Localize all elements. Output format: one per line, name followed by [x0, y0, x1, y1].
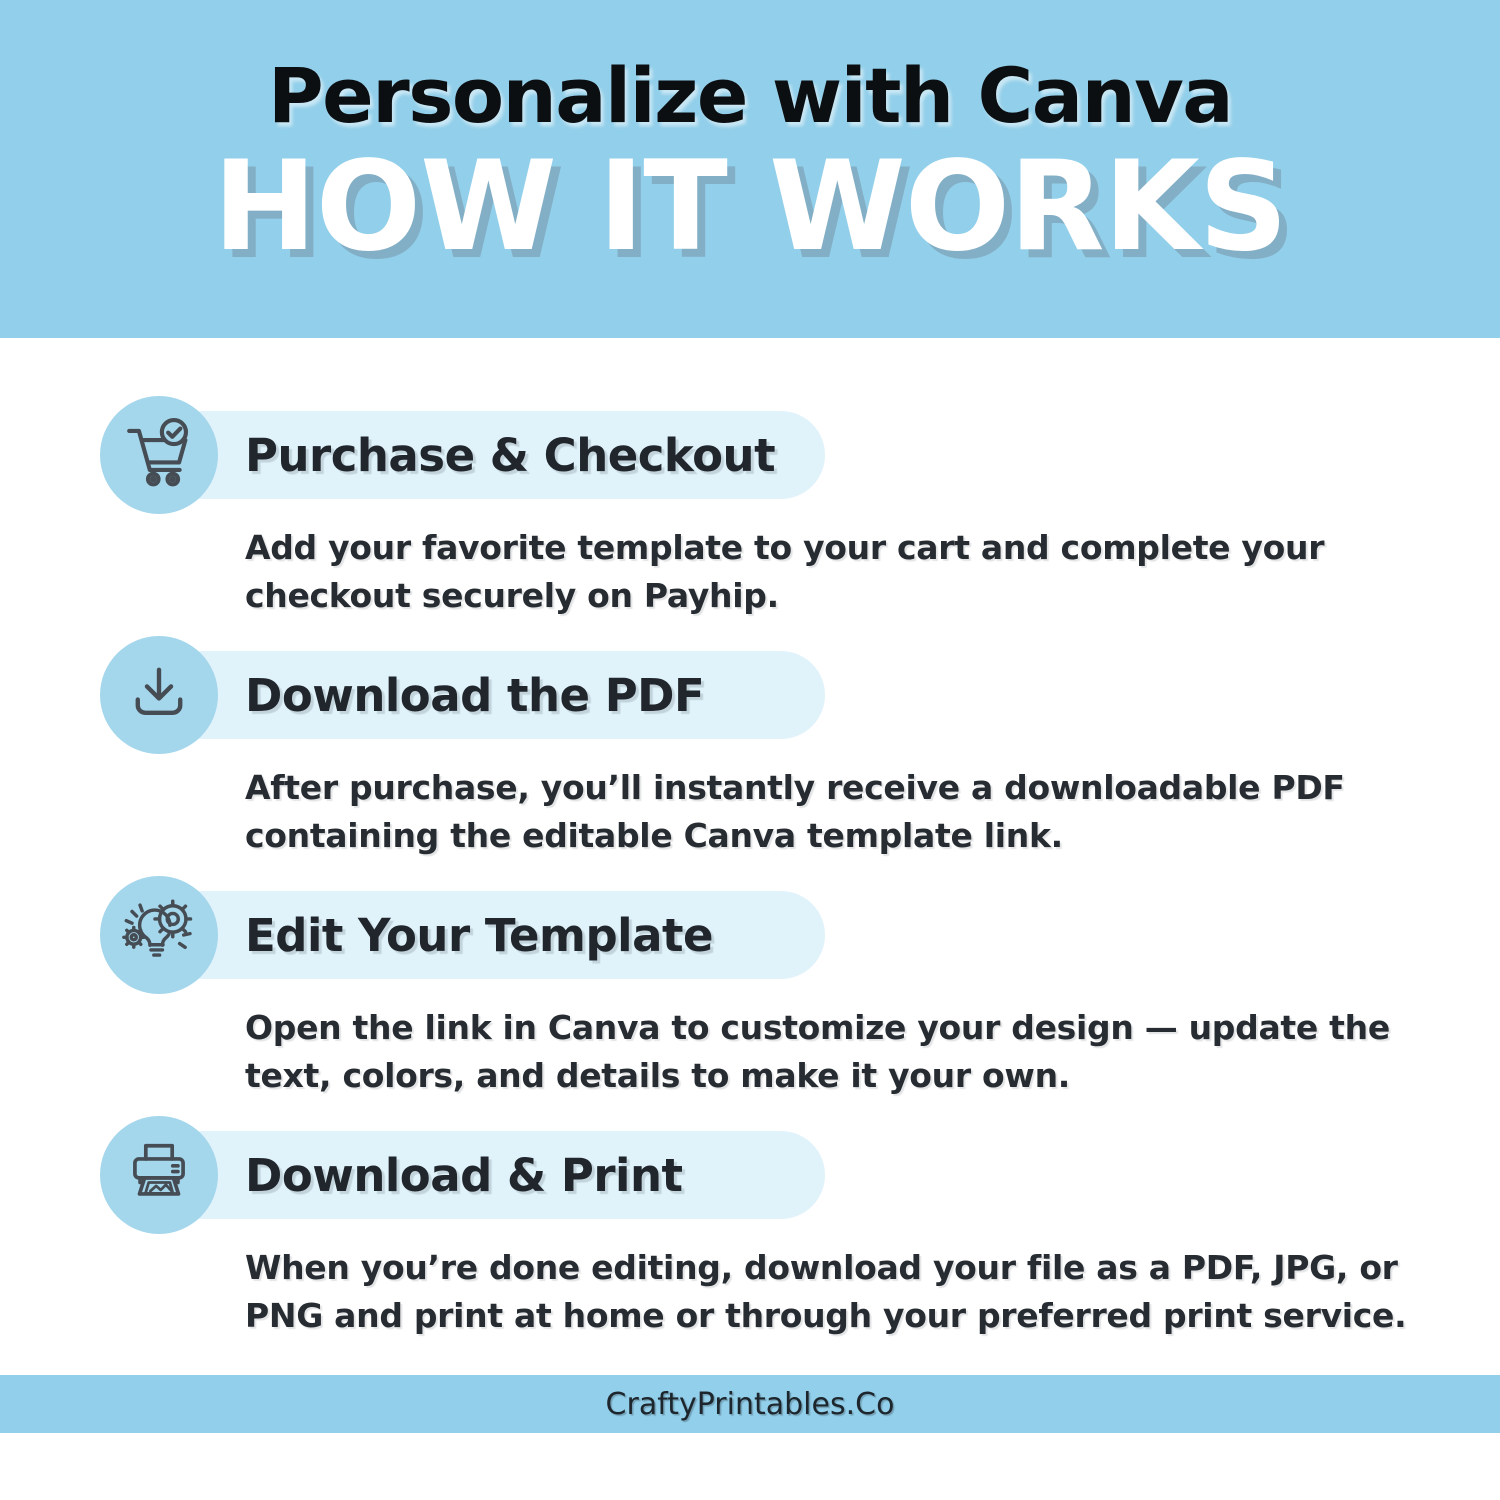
step-description-line: text, colors, and details to make it your own.	[245, 1056, 1070, 1095]
step-description-line: Open the link in Canva to customize your design — update the	[245, 1008, 1390, 1047]
step-header	[0, 1116, 1500, 1234]
step-icon-circle	[100, 876, 218, 994]
step-download-print	[0, 1116, 1500, 1340]
step-header	[0, 396, 1500, 514]
printer-icon	[120, 1136, 198, 1214]
step-title: Purchase & Checkout	[245, 428, 776, 482]
header-subtitle: Personalize with Canva	[267, 51, 1233, 140]
step-edit-template	[0, 876, 1500, 1100]
page-title: HOW IT WORKS	[212, 134, 1288, 279]
step-header	[0, 876, 1500, 994]
step-title-pill	[157, 1131, 825, 1219]
step-header	[0, 636, 1500, 754]
cart-check-icon	[120, 416, 198, 494]
step-description-line: Add your favorite template to your cart and complete your	[245, 528, 1325, 567]
step-purchase-checkout	[0, 396, 1500, 620]
step-description-line: PNG and print at home or through your preferred print service.	[245, 1296, 1407, 1335]
step-icon-circle	[100, 396, 218, 514]
footer-band	[0, 1375, 1500, 1433]
step-title: Download & Print	[245, 1148, 683, 1202]
step-title: Edit Your Template	[245, 908, 713, 962]
step-description-line: containing the editable Canva template link.	[245, 816, 1063, 855]
step-title-pill	[157, 891, 825, 979]
step-description-line: After purchase, you’ll instantly receive a downloadable PDF	[245, 768, 1345, 807]
step-description	[245, 1004, 1445, 1100]
gear-bulb-icon	[120, 896, 198, 974]
step-description	[245, 524, 1445, 620]
step-description-line: When you’re done editing, download your file as a PDF, JPG, or	[245, 1248, 1398, 1287]
step-title-pill	[157, 651, 825, 739]
step-download-pdf	[0, 636, 1500, 860]
step-description-line: checkout securely on Payhip.	[245, 576, 779, 615]
step-description	[245, 1244, 1445, 1340]
step-icon-circle	[100, 636, 218, 754]
step-description	[245, 764, 1445, 860]
step-title-pill	[157, 411, 825, 499]
header-band	[0, 0, 1500, 338]
brand-name: CraftyPrintables.Co	[605, 1386, 895, 1422]
download-icon	[120, 656, 198, 734]
step-title: Download the PDF	[245, 668, 705, 722]
step-icon-circle	[100, 1116, 218, 1234]
steps-list	[0, 338, 1500, 1340]
